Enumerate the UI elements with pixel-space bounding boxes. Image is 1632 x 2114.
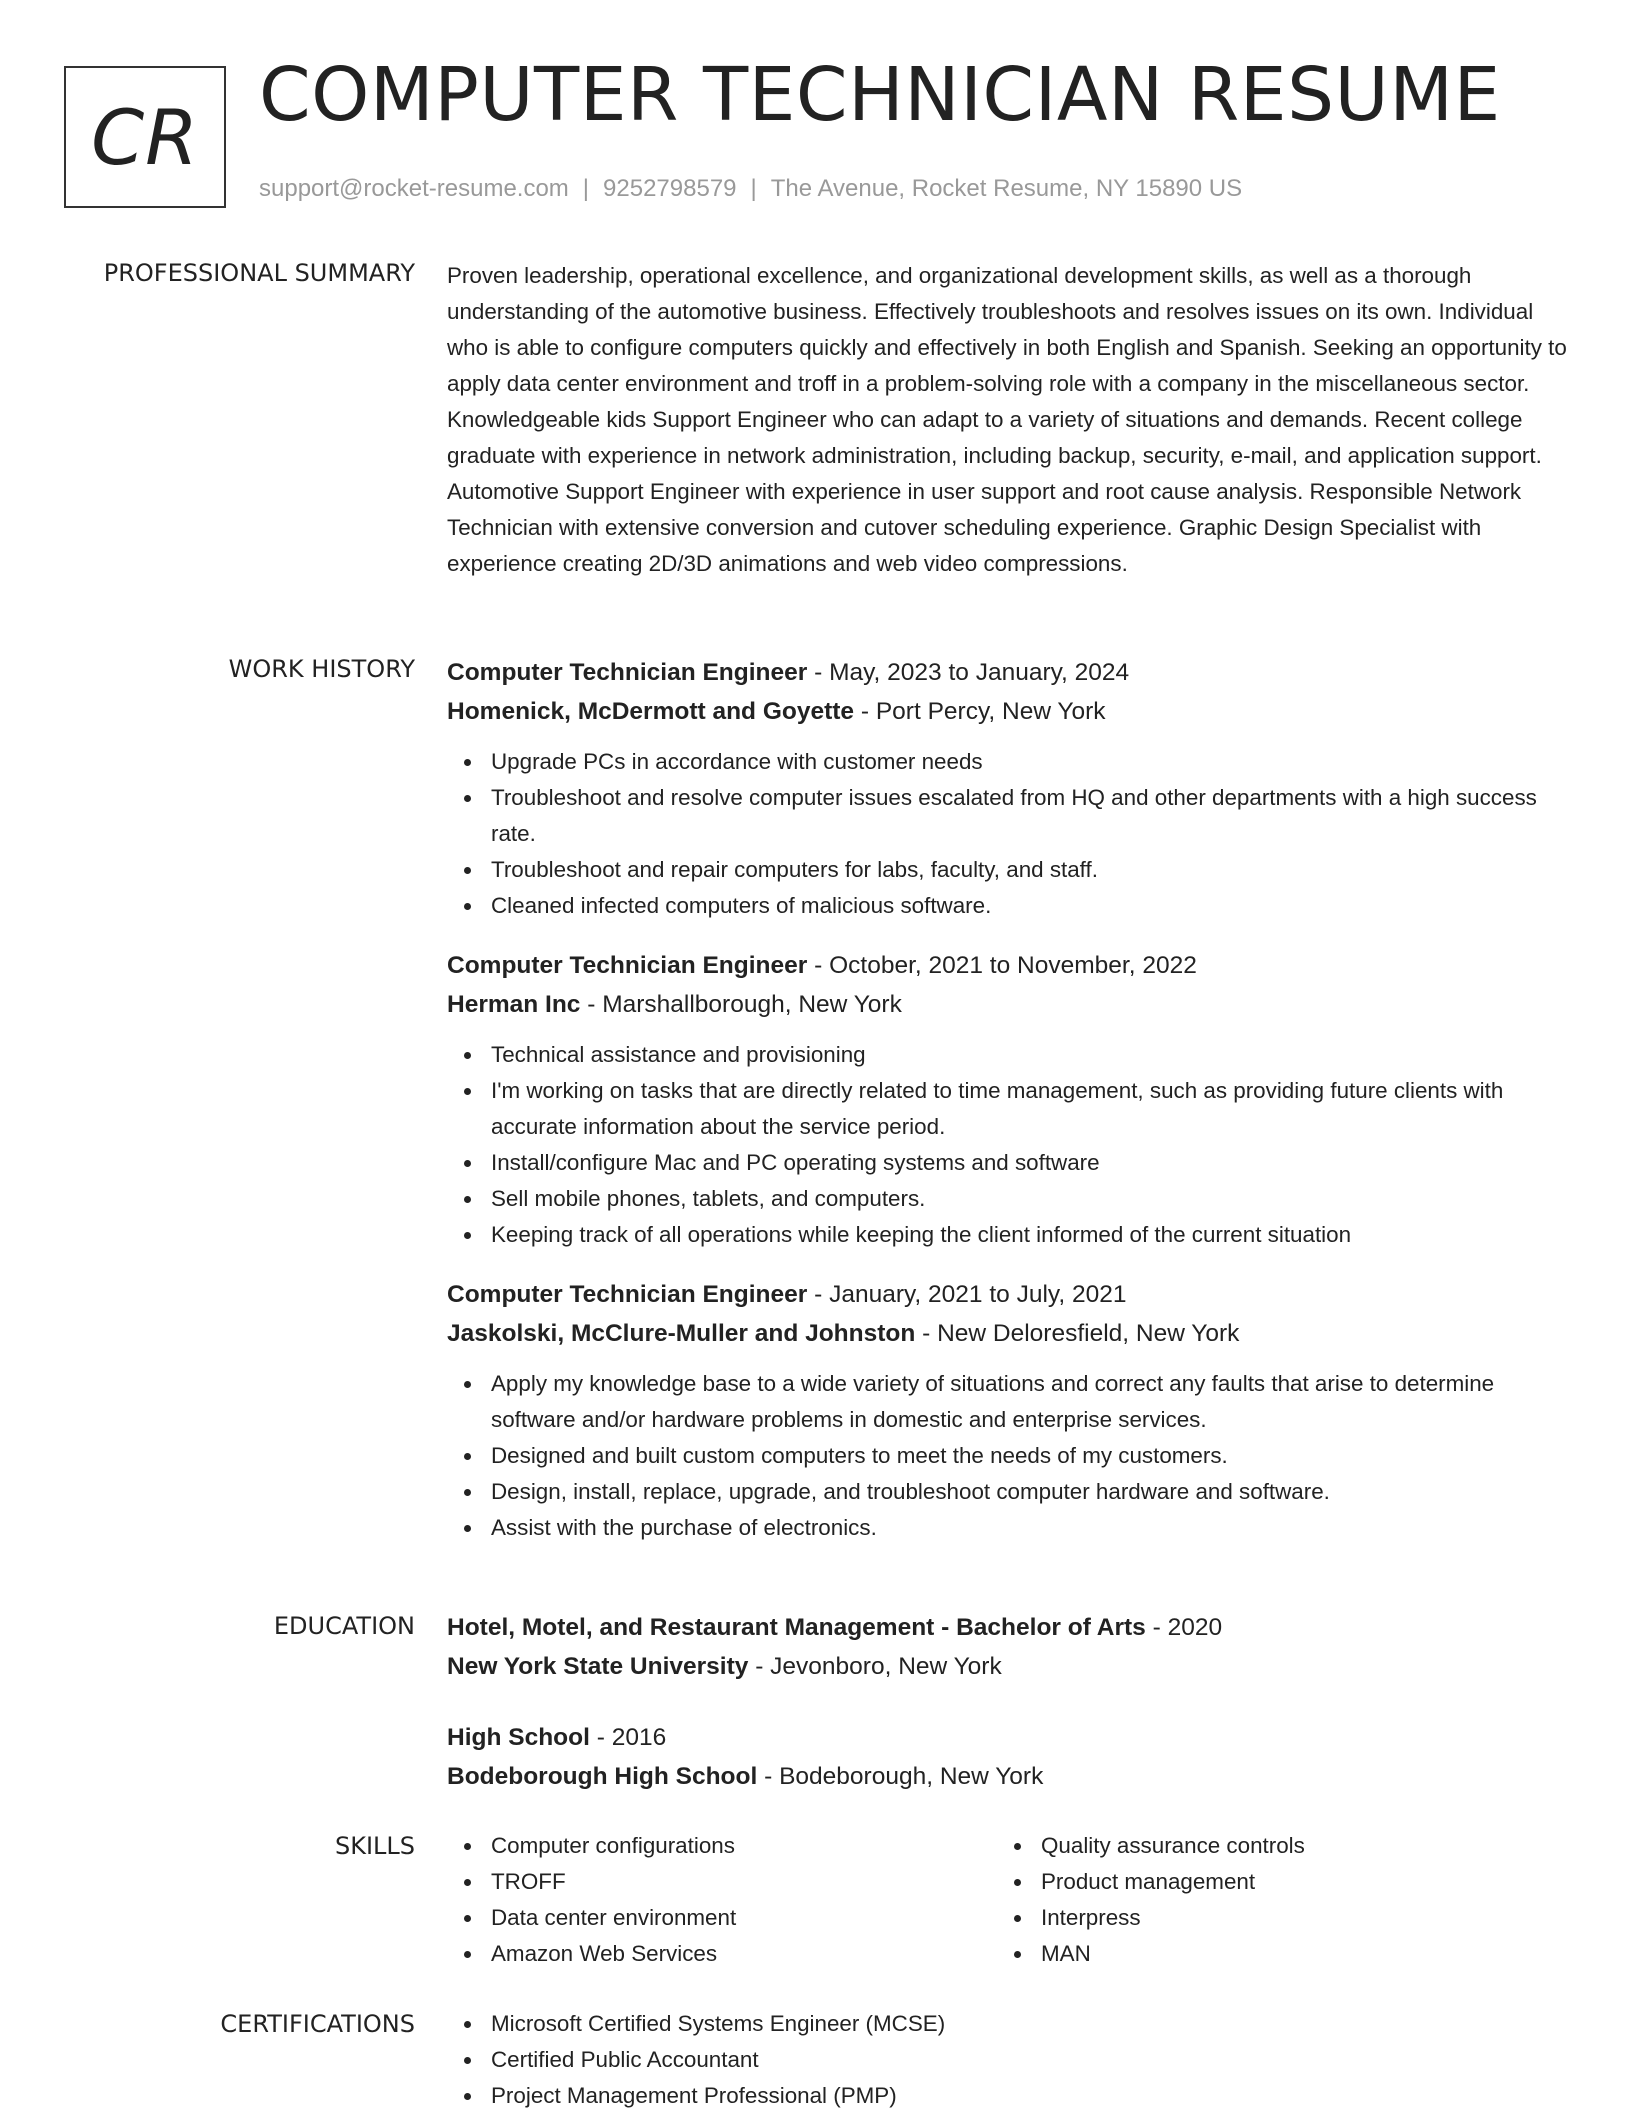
degree-year: - 2016 [589,1724,667,1751]
certifications-heading: CERTIFICATIONS [220,2010,415,2038]
school-location: - Jevonboro, New York [748,1653,1002,1680]
school-location: - Bodeborough, New York [757,1763,1044,1790]
list-item: MAN [1041,1936,1305,1972]
work-history-heading: WORK HISTORY [228,655,415,683]
job-dates: - May, 2023 to January, 2024 [807,659,1130,686]
school-name: New York State University [447,1653,749,1680]
school-line [447,1757,1567,1796]
school-name: Bodeborough High School [447,1763,758,1790]
list-item: Data center environment [491,1900,736,1936]
job-company-line [447,692,1567,731]
list-item: Troubleshoot and repair computers for labs, faculty, and staff. [491,852,1567,888]
list-item: Designed and built custom computers to meet the needs of my customers. [491,1438,1567,1474]
list-item: Cleaned infected computers of malicious software. [491,888,1567,924]
degree-line [447,1608,1567,1647]
list-item: Install/configure Mac and PC operating systems and software [491,1145,1567,1181]
contact-separator: | [750,175,757,202]
degree-line [447,1718,1567,1757]
list-item: Assist with the purchase of electronics. [491,1510,1567,1546]
job-company-line [447,985,1567,1024]
job-bullets [447,1037,1567,1253]
list-item: Apply my knowledge base to a wide variety of situations and correct any faults that arise to determine software and/or hardware problems in domestic and enterprise services. [491,1366,1567,1438]
degree-name: High School [447,1724,590,1751]
job-company: Herman Inc [447,991,581,1018]
job-title: Computer Technician Engineer [447,1281,808,1308]
certifications-list [447,2006,1567,2114]
school-line [447,1647,1567,1686]
job-title: Computer Technician Engineer [447,952,808,979]
list-item: I'm working on tasks that are directly related to time management, such as providing future clients with accurate information about the service period. [491,1073,1567,1145]
list-item: Microsoft Certified Systems Engineer (MCSE) [491,2006,1567,2042]
job-bullets [447,744,1567,924]
list-item: Sell mobile phones, tablets, and computers. [491,1181,1567,1217]
education-heading: EDUCATION [273,1612,415,1640]
contact-address: The Avenue, Rocket Resume, NY 15890 US [770,175,1243,202]
summary-text: Proven leadership, operational excellence, and organizational development skills, as well as a thorough understanding of the automotive business. Effectively troubleshoots and resolves issues on its own. Individual who is able to configure computers quickly and effectively in both English and Spanish. Seeking an opportunity to apply data center environment and troff in a problem-solving role with a company in the miscellaneous sector. Knowledgeable kids Support Engineer who can adapt to a variety of situations and demands. Recent college graduate with experience in network administration, including backup, security, e-mail, and application support. Automotive Support Engineer with experience in user support and root cause analysis. Responsible Network Technician with extensive conversion and cutover scheduling experience. Graphic Design Specialist with experience creating 2D/3D animations and web video compressions. [447,263,1567,576]
contact-email[interactable]: support@rocket-resume.com [259,175,569,202]
job-title-line [447,653,1567,692]
job-title-line [447,1275,1567,1314]
monogram-initials: CR [91,92,199,182]
job-dates: - October, 2021 to November, 2022 [807,952,1197,979]
job-location: - New Deloresfield, New York [915,1320,1240,1347]
list-item: TROFF [491,1864,736,1900]
list-item: Design, install, replace, upgrade, and troubleshoot computer hardware and software. [491,1474,1567,1510]
list-item: Computer configurations [491,1828,736,1864]
job-dates: - January, 2021 to July, 2021 [807,1281,1127,1308]
list-item: Amazon Web Services [491,1936,736,1972]
skills-list [997,1828,1305,1972]
list-item: Interpress [1041,1900,1305,1936]
list-item: Product management [1041,1864,1305,1900]
job-location: - Marshallborough, New York [580,991,902,1018]
list-item: Troubleshoot and resolve computer issues escalated from HQ and other departments with a high success rate. [491,780,1567,852]
job-company: Homenick, McDermott and Goyette [447,698,855,725]
job-company-line [447,1314,1567,1353]
list-item: Keeping track of all operations while keeping the client informed of the current situation [491,1217,1567,1253]
skills-list [447,1828,736,1972]
degree-name: Hotel, Motel, and Restaurant Management - Bachelor of Arts [447,1614,1146,1641]
job-bullets [447,1366,1567,1546]
monogram-box [64,66,226,208]
education-entry [447,1718,1567,1796]
education-entry [447,1608,1567,1686]
job-entry [447,946,1567,1253]
job-location: - Port Percy, New York [854,698,1106,725]
contact-phone[interactable]: 9252798579 [603,175,737,202]
job-title: Computer Technician Engineer [447,659,808,686]
list-item: Technical assistance and provisioning [491,1037,1567,1073]
degree-year: - 2020 [1145,1614,1223,1641]
list-item: Project Management Professional (PMP) [491,2078,1567,2114]
list-item: Quality assurance controls [1041,1828,1305,1864]
contact-separator: | [582,175,590,202]
skills-column-2 [997,1828,1305,1972]
job-company: Jaskolski, McClure-Muller and Johnston [447,1320,916,1347]
job-entry [447,1275,1567,1546]
skills-heading: SKILLS [334,1832,415,1860]
resume-title: COMPUTER TECHNICIAN RESUME [259,52,1501,138]
job-title-line [447,946,1567,985]
list-item: Upgrade PCs in accordance with customer needs [491,744,1567,780]
contact-line [259,175,1242,203]
list-item: Certified Public Accountant [491,2042,1567,2078]
job-entry [447,653,1567,924]
summary-heading: PROFESSIONAL SUMMARY [103,259,415,287]
skills-column-1 [447,1828,736,1972]
